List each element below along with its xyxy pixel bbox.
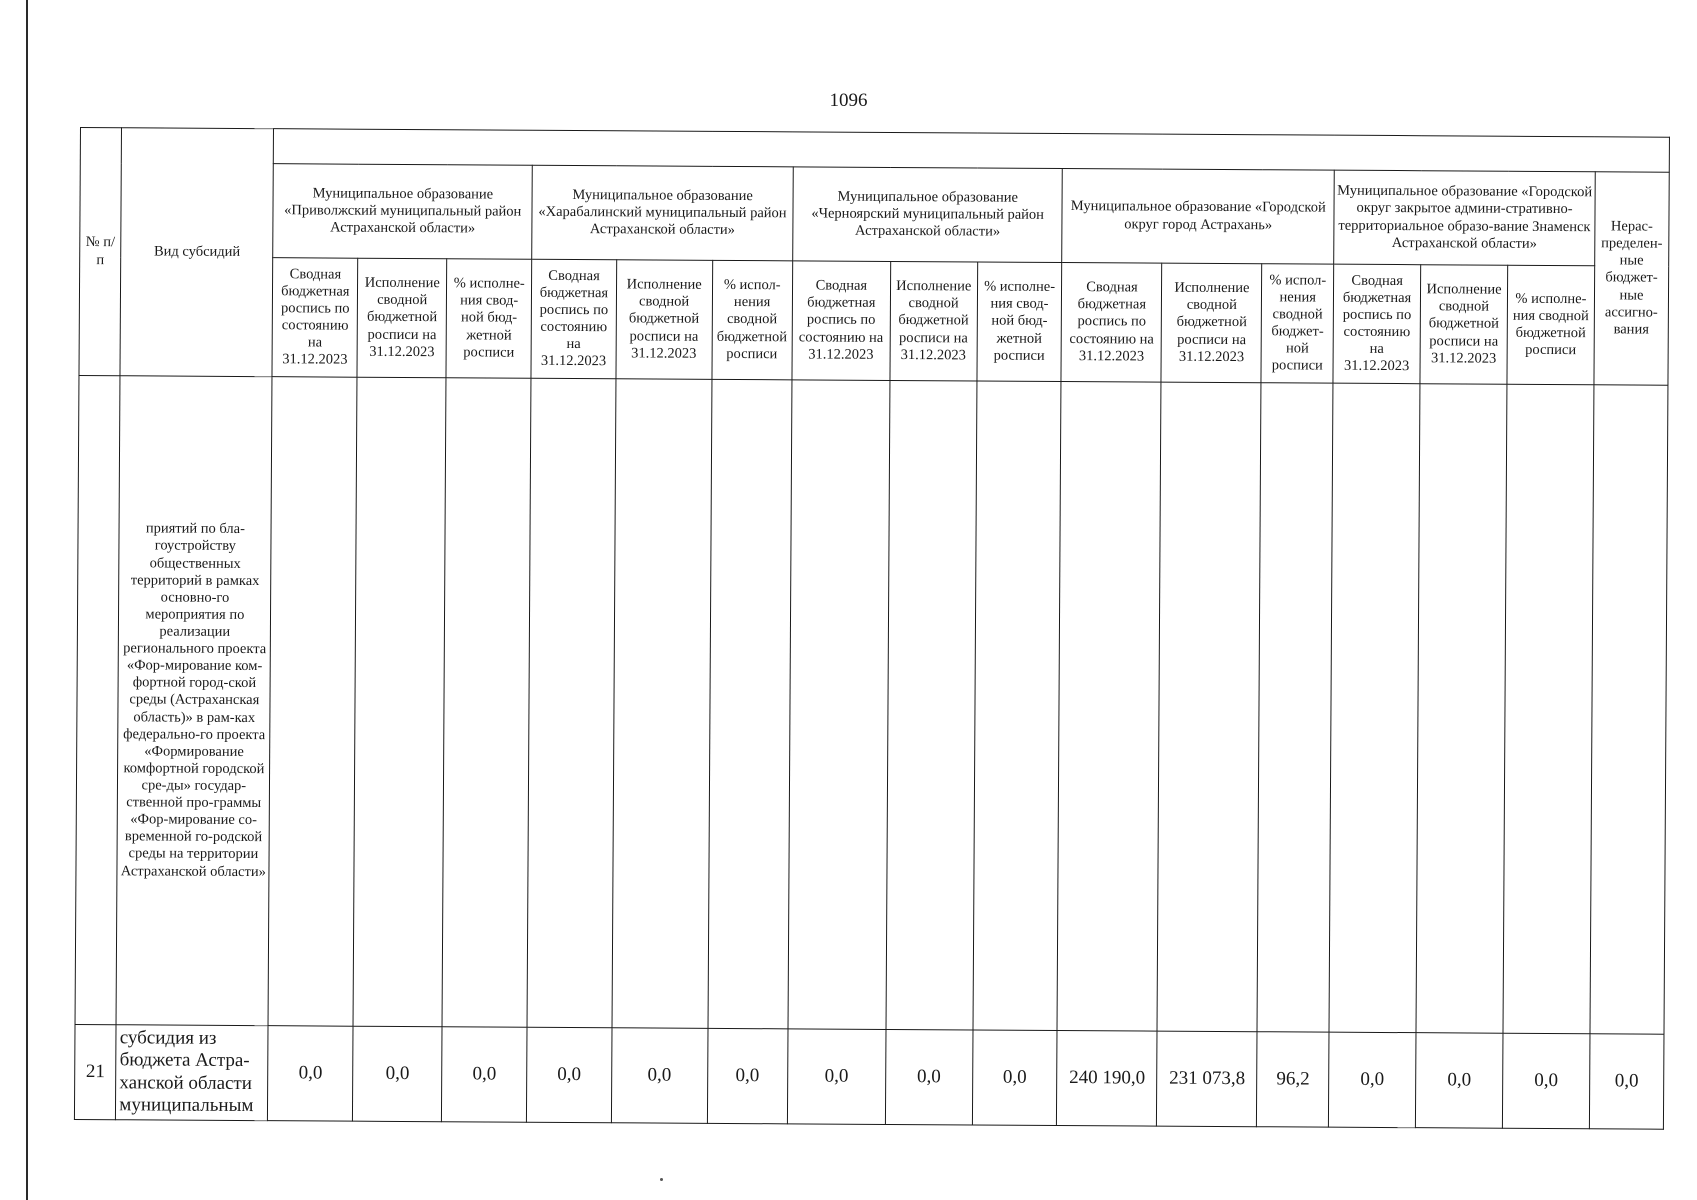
subheader-execution: Исполнение сводной бюджетной росписи на 31.12.2023 <box>890 261 978 381</box>
value-cell: 0,0 <box>972 1030 1057 1126</box>
value-cell: 96,2 <box>1257 1032 1329 1127</box>
subheader-percent: % исполне-ния свод-ной бюд-жетной росписи <box>977 262 1062 382</box>
row-subsidy-description: приятий по бла-гоустройству общественных территорий в рамках основно-го мероприятия по реализации регионального проекта «Фор-мирование ком-фортной город-ской среды (Астраханская область)» в рам-ках федерально-го проекта «Формирование комфортной городской сре-ды» государ-ственной про-граммы «Фор-мирование со-временной го-родской среды на территории Астраханской области» <box>116 376 272 1026</box>
subheader-plan: Сводная бюджетная роспись по состоянию на 31.12.2023 <box>1061 263 1162 383</box>
entity-znamensk: Муниципальное образование «Городской округ закрытое админи-стративно-территориальное образо-вание Знаменск Астраханской области» <box>1334 170 1595 266</box>
value-cell: 231 073,8 <box>1157 1031 1258 1127</box>
value-cell: 0,0 <box>787 1029 885 1125</box>
binding-margin-line <box>26 0 28 1200</box>
value-cell <box>788 380 890 1030</box>
subheader-execution: Исполнение сводной бюджетной росписи на 31.12.2023 <box>357 258 447 378</box>
entity-chernoyarsky: Муниципальное образование «Черноярский муниципальный район Астраханской области» <box>793 167 1063 263</box>
value-cell <box>708 379 792 1028</box>
value-cell <box>268 377 357 1027</box>
value-cell <box>1257 383 1333 1032</box>
value-cell <box>527 378 616 1028</box>
value-cell <box>973 381 1062 1031</box>
value-cell: 0,0 <box>707 1028 788 1123</box>
subheader-percent: % испол-нения сводной бюджет-ной росписи <box>1261 264 1333 383</box>
subheader-plan: Сводная бюджетная роспись по состоянию на 31.12.2023 <box>272 258 357 378</box>
value-cell: 0,0 <box>1502 1033 1590 1129</box>
value-cell <box>442 378 531 1028</box>
subheader-execution: Исполнение сводной бюджетной росписи на 31.12.2023 <box>616 260 712 380</box>
value-cell: 0,0 <box>442 1027 527 1123</box>
header-num: № п/п <box>79 128 122 376</box>
value-cell: 0,0 <box>885 1029 973 1125</box>
page-number: 1096 <box>829 90 868 111</box>
entity-kharabali: Муниципальное образование «Харабалинский муниципальный район Астраханской области» <box>532 165 793 261</box>
header-subsidy-type: Вид субсидий <box>120 128 274 377</box>
subheader-percent: % испол-нения сводной бюджетной росписи <box>711 260 792 379</box>
value-cell <box>886 380 977 1030</box>
value-cell <box>1503 384 1594 1034</box>
row-num-cell <box>75 375 120 1024</box>
value-cell <box>1416 384 1507 1034</box>
value-cell: 240 190,0 <box>1057 1030 1158 1126</box>
table-row <box>75 375 1668 1034</box>
entity-privolzhsky: Муниципальное образование «Приволжский муниципальный район Астраханской области» <box>273 164 532 260</box>
value-cell: 0,0 <box>1415 1033 1503 1129</box>
subheader-plan: Сводная бюджетная роспись по состоянию на 31.12.2023 <box>792 261 891 381</box>
value-cell <box>612 379 712 1029</box>
value-cell: 0,0 <box>268 1026 353 1122</box>
value-cell <box>1057 381 1161 1031</box>
subheader-execution: Исполнение сводной бюджетной росписи на 31.12.2023 <box>1161 263 1262 383</box>
value-cell: 0,0 <box>527 1027 612 1123</box>
budget-execution-table <box>74 127 1670 1130</box>
row-num-cell: 21 <box>74 1024 116 1119</box>
subheader-percent: % исполне-ния свод-ной бюд-жетной росписи <box>446 259 531 379</box>
value-cell <box>1329 383 1420 1033</box>
subheader-execution: Исполнение сводной бюджетной росписи на 31.12.2023 <box>1420 265 1508 385</box>
table-row <box>74 1024 1664 1129</box>
value-cell <box>1157 382 1261 1032</box>
subheader-percent: % исполне-ния сводной бюджетной росписи <box>1507 265 1595 385</box>
entity-astrakhan-city: Муниципальное образование «Городской округ город Астрахань» <box>1062 169 1334 265</box>
scan-speck <box>660 1178 663 1181</box>
value-cell: 0,0 <box>611 1028 707 1124</box>
value-cell <box>353 377 446 1027</box>
header-unallocated: Нерас-пределен-ные бюджет-ные ассигно-вания <box>1594 172 1669 385</box>
value-cell: 0,0 <box>1329 1032 1417 1128</box>
value-cell <box>1590 385 1668 1034</box>
row-subsidy-description: субсидия из бюджета Астра-ханской области муниципальным <box>116 1025 269 1121</box>
value-cell: 0,0 <box>1589 1034 1664 1129</box>
subheader-plan: Сводная бюджетная роспись по состоянию на 31.12.2023 <box>1333 264 1421 384</box>
subheader-plan: Сводная бюджетная роспись по состоянию на 31.12.2023 <box>531 259 616 379</box>
value-cell: 0,0 <box>353 1026 443 1122</box>
